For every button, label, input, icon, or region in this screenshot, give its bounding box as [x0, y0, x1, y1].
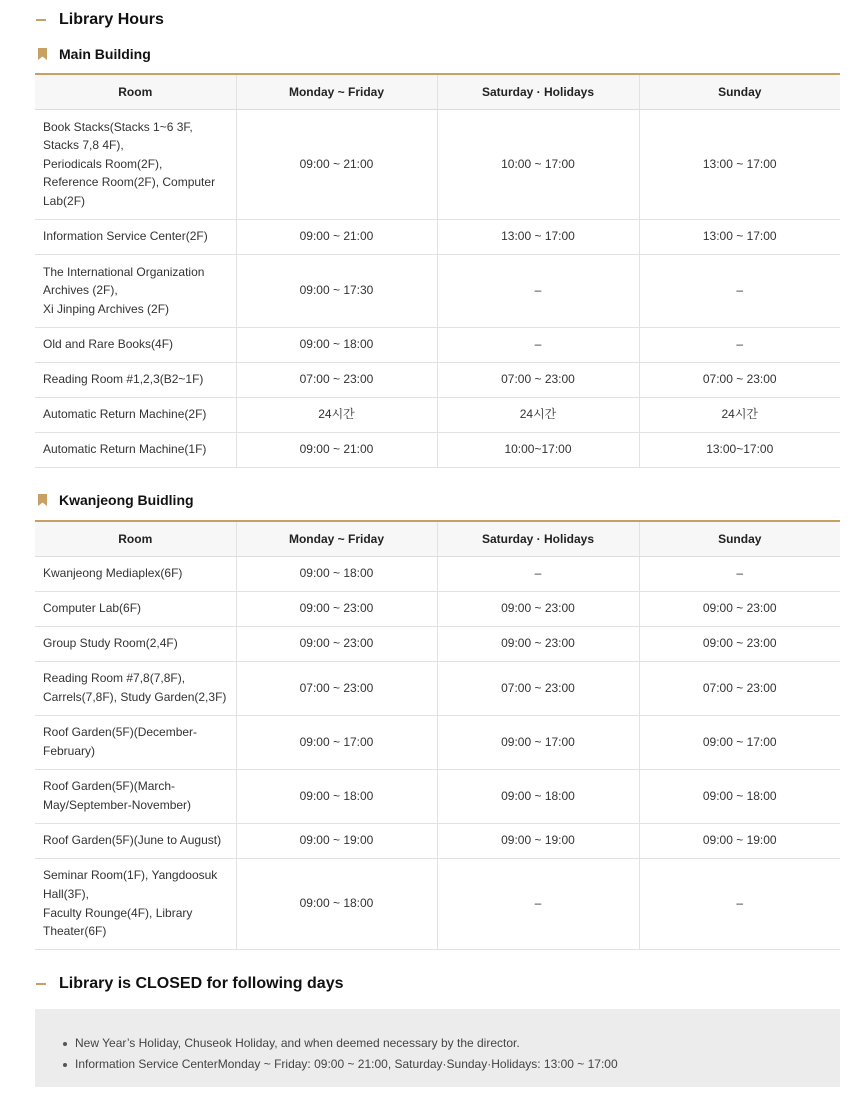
sunday-hours-cell: –: [639, 858, 840, 949]
sunday-hours-cell: –: [639, 556, 840, 591]
saturday-hours-cell: 10:00 ~ 17:00: [437, 109, 639, 219]
table-row: [35, 432, 840, 467]
kwanjeong-building-title: Kwanjeong Buidling: [59, 492, 194, 508]
main-building-title: Main Building: [59, 46, 151, 62]
room-cell: Automatic Return Machine(1F): [35, 432, 236, 467]
sunday-hours-cell: 09:00 ~ 23:00: [639, 591, 840, 626]
weekday-hours-cell: 09:00 ~ 18:00: [236, 858, 437, 949]
kwanjeong-building-rows: [35, 556, 840, 949]
kwanjeong-building-heading: [38, 492, 194, 508]
table-row: [35, 591, 840, 626]
table-row: [35, 626, 840, 661]
bookmark-icon: [38, 48, 47, 60]
sunday-hours-cell: 13:00~17:00: [639, 432, 840, 467]
saturday-hours-cell: 24시간: [437, 397, 639, 432]
weekday-hours-cell: 24시간: [236, 397, 437, 432]
kwanjeong-building-table: [35, 520, 840, 950]
closed-days-box: [35, 1009, 840, 1087]
col-header-room: Room: [35, 521, 236, 556]
col-header-room: Room: [35, 74, 236, 109]
sunday-hours-cell: 13:00 ~ 17:00: [639, 109, 840, 219]
table-row: [35, 397, 840, 432]
table-row: [35, 769, 840, 823]
room-cell: Old and Rare Books(4F): [35, 327, 236, 362]
closed-days-heading: [36, 975, 343, 993]
closed-days-list: [75, 1033, 840, 1075]
sunday-hours-cell: 09:00 ~ 18:00: [639, 769, 840, 823]
table-row: [35, 109, 840, 219]
saturday-hours-cell: –: [437, 254, 639, 327]
room-cell: Automatic Return Machine(2F): [35, 397, 236, 432]
sunday-hours-cell: 09:00 ~ 19:00: [639, 823, 840, 858]
col-header-weekday: Monday ~ Friday: [236, 521, 437, 556]
room-cell: Seminar Room(1F), Yangdoosuk Hall(3F), Faculty Rounge(4F), Library Theater(6F): [35, 858, 236, 949]
weekday-hours-cell: 09:00 ~ 19:00: [236, 823, 437, 858]
weekday-hours-cell: 07:00 ~ 23:00: [236, 661, 437, 715]
col-header-sunday: Sunday: [639, 521, 840, 556]
sunday-hours-cell: –: [639, 327, 840, 362]
table-row: [35, 858, 840, 949]
table-row: [35, 661, 840, 715]
main-building-table: [35, 73, 840, 468]
saturday-hours-cell: –: [437, 858, 639, 949]
saturday-hours-cell: 09:00 ~ 23:00: [437, 626, 639, 661]
sunday-hours-cell: 24시간: [639, 397, 840, 432]
room-cell: The International Organization Archives (2F), Xi Jinping Archives (2F): [35, 254, 236, 327]
weekday-hours-cell: 09:00 ~ 18:00: [236, 769, 437, 823]
main-building-rows: [35, 109, 840, 467]
room-cell: Reading Room #7,8(7,8F), Carrels(7,8F), Study Garden(2,3F): [35, 661, 236, 715]
library-hours-heading: [36, 11, 164, 29]
saturday-hours-cell: 10:00~17:00: [437, 432, 639, 467]
heading-dash-icon: [36, 19, 46, 21]
list-item: Information Service CenterMonday ~ Friday: 09:00 ~ 21:00, Saturday·Sunday·Holidays: 13:00 ~ 17:00: [75, 1054, 840, 1075]
sunday-hours-cell: 13:00 ~ 17:00: [639, 219, 840, 254]
saturday-hours-cell: 13:00 ~ 17:00: [437, 219, 639, 254]
sunday-hours-cell: 09:00 ~ 17:00: [639, 715, 840, 769]
saturday-hours-cell: 09:00 ~ 19:00: [437, 823, 639, 858]
table-header-row: [35, 74, 840, 109]
sunday-hours-cell: 07:00 ~ 23:00: [639, 362, 840, 397]
weekday-hours-cell: 09:00 ~ 23:00: [236, 626, 437, 661]
room-cell: Group Study Room(2,4F): [35, 626, 236, 661]
saturday-hours-cell: 09:00 ~ 17:00: [437, 715, 639, 769]
col-header-weekday: Monday ~ Friday: [236, 74, 437, 109]
room-cell: Roof Garden(5F)(June to August): [35, 823, 236, 858]
sunday-hours-cell: 09:00 ~ 23:00: [639, 626, 840, 661]
sunday-hours-cell: 07:00 ~ 23:00: [639, 661, 840, 715]
sunday-hours-cell: –: [639, 254, 840, 327]
saturday-hours-cell: 09:00 ~ 18:00: [437, 769, 639, 823]
room-cell: Information Service Center(2F): [35, 219, 236, 254]
list-item: New Year’s Holiday, Chuseok Holiday, and when deemed necessary by the director.: [75, 1033, 840, 1054]
table-header-row: [35, 521, 840, 556]
room-cell: Computer Lab(6F): [35, 591, 236, 626]
saturday-hours-cell: –: [437, 556, 639, 591]
room-cell: Roof Garden(5F)(March-May/September-November): [35, 769, 236, 823]
saturday-hours-cell: 07:00 ~ 23:00: [437, 661, 639, 715]
col-header-sunday: Sunday: [639, 74, 840, 109]
main-building-heading: [38, 46, 151, 62]
table-row: [35, 327, 840, 362]
weekday-hours-cell: 09:00 ~ 23:00: [236, 591, 437, 626]
table-row: [35, 219, 840, 254]
weekday-hours-cell: 07:00 ~ 23:00: [236, 362, 437, 397]
table-row: [35, 823, 840, 858]
weekday-hours-cell: 09:00 ~ 21:00: [236, 219, 437, 254]
room-cell: Book Stacks(Stacks 1~6 3F, Stacks 7,8 4F), Periodicals Room(2F), Reference Room(2F), Computer Lab(2F): [35, 109, 236, 219]
weekday-hours-cell: 09:00 ~ 17:00: [236, 715, 437, 769]
table-row: [35, 362, 840, 397]
table-row: [35, 254, 840, 327]
weekday-hours-cell: 09:00 ~ 17:30: [236, 254, 437, 327]
saturday-hours-cell: 07:00 ~ 23:00: [437, 362, 639, 397]
col-header-saturday: Saturday · Holidays: [437, 521, 639, 556]
table-row: [35, 715, 840, 769]
heading-dash-icon: [36, 983, 46, 985]
col-header-saturday: Saturday · Holidays: [437, 74, 639, 109]
room-cell: Reading Room #1,2,3(B2~1F): [35, 362, 236, 397]
weekday-hours-cell: 09:00 ~ 18:00: [236, 556, 437, 591]
room-cell: Kwanjeong Mediaplex(6F): [35, 556, 236, 591]
weekday-hours-cell: 09:00 ~ 21:00: [236, 109, 437, 219]
table-row: [35, 556, 840, 591]
saturday-hours-cell: –: [437, 327, 639, 362]
bookmark-icon: [38, 494, 47, 506]
room-cell: Roof Garden(5F)(December-February): [35, 715, 236, 769]
library-hours-title: Library Hours: [59, 11, 164, 28]
weekday-hours-cell: 09:00 ~ 18:00: [236, 327, 437, 362]
closed-days-title: Library is CLOSED for following days: [59, 975, 344, 992]
weekday-hours-cell: 09:00 ~ 21:00: [236, 432, 437, 467]
saturday-hours-cell: 09:00 ~ 23:00: [437, 591, 639, 626]
